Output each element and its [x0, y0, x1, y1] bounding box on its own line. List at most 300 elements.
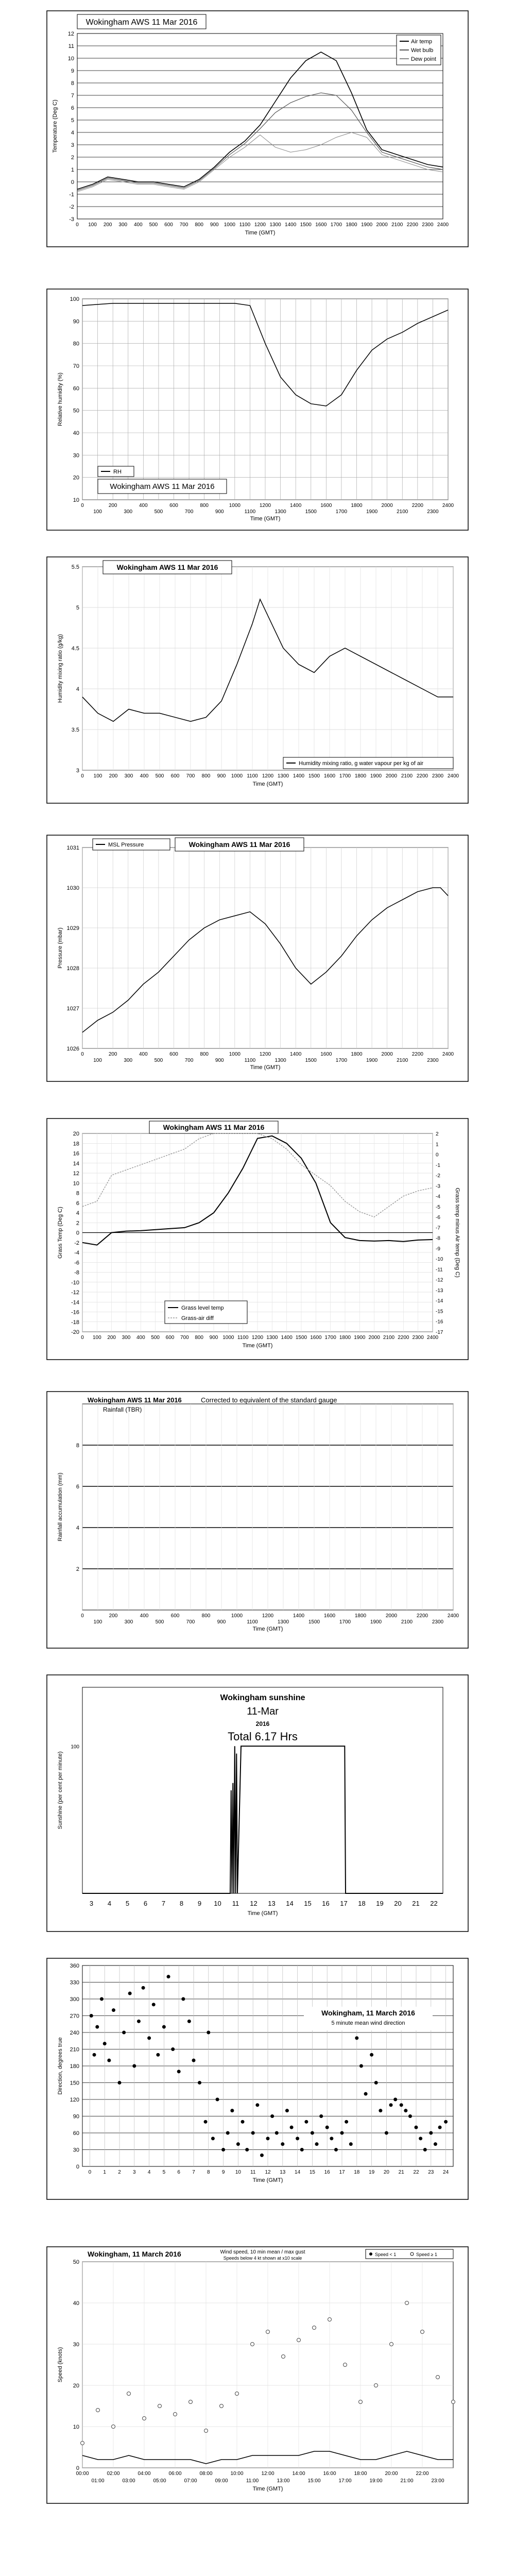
x-tick-label-major: 12:00	[261, 2471, 274, 2477]
x-tick-label: 1000	[231, 1613, 243, 1619]
x-tick-label: 1500	[295, 1335, 307, 1341]
gust-point	[282, 2355, 285, 2359]
x-tick-label: 2300	[427, 1058, 439, 1063]
gust-point	[405, 2301, 409, 2305]
x-tick-label: 1500	[305, 509, 317, 515]
y-right-tick-label: -2	[436, 1173, 440, 1179]
x-tick-label: 23:00	[431, 2478, 444, 2484]
direction-point	[393, 2098, 397, 2102]
x-axis-label: Time (GMT)	[247, 1910, 278, 1917]
y-tick-label: 90	[73, 2113, 79, 2120]
x-tick-label: 1600	[310, 1335, 322, 1341]
x-tick-label: 200	[109, 1613, 118, 1619]
x-tick-label: 1200	[259, 503, 271, 509]
chart-title: Wokingham sunshine	[220, 1693, 305, 1702]
y-tick-label: 50	[73, 2259, 79, 2265]
x-tick-label: 600	[164, 222, 173, 228]
x-tick-label: 800	[201, 773, 211, 779]
x-tick-label: 400	[133, 222, 143, 228]
x-tick-label: 400	[136, 1335, 145, 1341]
direction-point	[162, 2025, 166, 2029]
x-tick-label: 900	[217, 773, 226, 779]
y-axis-label: Speed (knots)	[57, 2347, 63, 2383]
direction-point	[255, 2103, 259, 2107]
chart-temperature	[46, 10, 469, 247]
x-tick-label: 2000	[381, 503, 393, 509]
x-tick-label: 7	[161, 1900, 166, 1907]
y-right-tick-label: -8	[436, 1235, 440, 1242]
x-tick-label: 1000	[229, 1052, 241, 1057]
gust-point	[421, 2330, 424, 2334]
direction-point	[221, 2148, 225, 2151]
direction-point	[236, 2142, 240, 2146]
x-tick-label: 900	[217, 1619, 226, 1625]
x-tick-label: 100	[93, 509, 102, 515]
x-tick-label: 100	[93, 1619, 102, 1625]
y-tick-label: -2	[74, 1240, 79, 1246]
direction-point	[198, 2081, 201, 2084]
y-tick-label: 2	[76, 1220, 79, 1227]
x-tick-label: 1700	[335, 509, 348, 515]
x-tick-label: 5	[125, 1900, 130, 1907]
y-tick-label: 90	[73, 318, 79, 325]
y-tick-label: -4	[74, 1250, 79, 1256]
x-tick-label: 400	[140, 773, 149, 779]
direction-point	[319, 2114, 323, 2118]
direction-point	[100, 1997, 104, 2001]
x-tick-label: 1100	[247, 1619, 258, 1625]
x-tick-label: 800	[195, 222, 204, 228]
x-tick-label: 0	[81, 773, 84, 779]
gust-point	[390, 2343, 393, 2346]
x-tick-label: 15	[304, 1900, 312, 1907]
chart-title: Wokingham AWS 11 Mar 2016	[85, 18, 198, 27]
x-tick-label: 1400	[293, 773, 305, 779]
x-tick-label: 2000	[376, 222, 388, 228]
y-right-tick-label: -10	[436, 1257, 443, 1263]
direction-point	[330, 2137, 333, 2140]
direction-point	[142, 1986, 145, 1990]
y-tick-label: 3.5	[71, 727, 79, 733]
x-tick-label: 500	[155, 1619, 164, 1625]
x-tick-label: 15	[309, 2170, 315, 2175]
x-tick-label: 1200	[262, 773, 274, 779]
direction-point	[260, 2154, 264, 2157]
direction-point	[211, 2137, 215, 2140]
y-tick-label: 4	[76, 1210, 79, 1216]
y-right-tick-label: -4	[436, 1194, 440, 1200]
y-tick-label: 70	[73, 363, 79, 369]
y-right-tick-label: -15	[436, 1309, 443, 1315]
direction-point	[118, 2081, 122, 2084]
x-tick-label: 1300	[274, 509, 286, 515]
direction-point	[128, 1992, 132, 1995]
y-tick-label: 5.5	[71, 564, 79, 570]
x-tick-label: 1100	[247, 773, 258, 779]
y-tick-label: -6	[74, 1260, 79, 1266]
panel-wind-direction	[46, 1958, 469, 2200]
y-tick-label: -16	[71, 1309, 79, 1316]
x-tick-label: 4	[107, 1900, 112, 1907]
x-tick-label: 300	[124, 1058, 133, 1063]
x-tick-label: 1600	[323, 773, 336, 779]
x-tick-label: 1700	[339, 1619, 351, 1625]
y-tick-label: 30	[73, 2147, 79, 2154]
x-tick-label: 2400	[442, 503, 454, 509]
y-tick-label: 1028	[66, 965, 79, 972]
x-tick-label: 700	[184, 1058, 194, 1063]
direction-point	[93, 2053, 96, 2057]
gust-point	[297, 2338, 301, 2342]
x-tick-label: 2100	[397, 1058, 408, 1063]
y-tick-label: 11	[68, 43, 74, 49]
x-tick-label: 13	[280, 2170, 286, 2175]
y-right-axis-label: Grass temp minus Air temp (Deg C)	[454, 1188, 460, 1278]
x-tick-label: 500	[151, 1335, 160, 1341]
x-tick-label: 14	[286, 1900, 294, 1907]
x-tick-label: 300	[122, 1335, 131, 1341]
x-tick-label: 1800	[354, 1613, 367, 1619]
x-tick-label: 17:00	[338, 2478, 352, 2484]
direction-point	[385, 2131, 388, 2135]
x-tick-label: 21	[398, 2170, 404, 2175]
x-tick-label: 07:00	[184, 2478, 197, 2484]
direction-point	[438, 2126, 442, 2129]
y-tick-label: 20	[73, 1131, 79, 1137]
y-right-tick-label: -13	[436, 1287, 443, 1294]
y-tick-label: 14	[73, 1160, 79, 1167]
y-tick-label: 4	[71, 130, 74, 136]
y-tick-label: 180	[70, 2063, 79, 2070]
direction-point	[177, 2070, 181, 2073]
direction-point	[364, 2092, 368, 2096]
x-tick-label: 01:00	[91, 2478, 105, 2484]
y-tick-label: 100	[70, 296, 79, 302]
x-tick-label: 1400	[293, 1613, 305, 1619]
chart-year: 2016	[255, 1720, 270, 1727]
x-tick-label: 2100	[383, 1335, 395, 1341]
y-axis-label: Rainfall accumulation (mm)	[57, 1472, 63, 1541]
direction-point	[207, 2031, 210, 2035]
direction-point	[355, 2036, 358, 2040]
x-tick-label: 2400	[447, 1613, 459, 1619]
x-tick-label: 2300	[432, 1619, 444, 1625]
x-tick-label: 1900	[360, 222, 373, 228]
y-tick-label: 60	[73, 2130, 79, 2137]
chart-subtitle: Wind speed, 10 min mean / max gust	[220, 2249, 305, 2255]
y-tick-label: 40	[73, 430, 79, 436]
x-tick-label: 800	[200, 1052, 209, 1057]
x-tick-label: 1800	[346, 222, 357, 228]
x-tick-label: 1100	[244, 509, 256, 515]
x-tick-label: 22	[430, 1900, 438, 1907]
x-tick-label: 100	[92, 1335, 101, 1341]
direction-point	[429, 2131, 433, 2135]
x-tick-label: 900	[215, 1058, 224, 1063]
x-tick-label: 700	[180, 1335, 189, 1341]
x-tick-label: 23	[428, 2170, 434, 2175]
y-tick-label: 6	[76, 1200, 79, 1207]
x-tick-label: 1000	[231, 773, 243, 779]
x-tick-label: 1300	[269, 222, 281, 228]
y-axis-label: Direction, degrees true	[57, 2037, 63, 2095]
direction-point	[107, 2059, 111, 2062]
y-tick-label: 0	[71, 179, 74, 185]
direction-point	[167, 1975, 170, 1978]
gust-point	[374, 2384, 378, 2387]
direction-point	[245, 2148, 249, 2151]
x-tick-label: 1500	[305, 1058, 317, 1063]
x-tick-label: 2000	[368, 1335, 380, 1341]
y-tick-label: 150	[70, 2080, 79, 2087]
gust-point	[220, 2404, 224, 2408]
direction-point	[226, 2131, 230, 2135]
x-tick-label: 1500	[308, 773, 320, 779]
x-tick-label: 1300	[266, 1335, 278, 1341]
x-tick-label: 800	[195, 1335, 204, 1341]
x-tick-label: 500	[155, 773, 164, 779]
direction-point	[122, 2031, 126, 2035]
chart-title: Wokingham, 11 March 2016	[88, 2250, 181, 2258]
gust-point	[344, 2363, 347, 2367]
x-tick-label: 1900	[366, 509, 378, 515]
panel-temperature	[46, 10, 469, 247]
chart-sunshine	[46, 1674, 469, 1932]
gust-point	[174, 2413, 177, 2416]
x-tick-label: 1700	[324, 1335, 336, 1341]
x-tick-label: 2	[118, 2170, 121, 2175]
x-tick-label: 11:00	[246, 2478, 259, 2484]
y-tick-label: 8	[76, 1190, 79, 1197]
x-tick-label: 09:00	[215, 2478, 228, 2484]
direction-point	[152, 2003, 156, 2006]
x-tick-label: 1000	[224, 222, 235, 228]
y-axis-label: Sunshine (per cent per minute)	[57, 1751, 63, 1829]
x-tick-label: 13	[268, 1900, 276, 1907]
direction-point	[311, 2131, 314, 2135]
direction-point	[296, 2137, 299, 2140]
y-tick-label: 50	[73, 408, 79, 414]
y-tick-label: 4	[76, 1525, 79, 1531]
x-axis-label: Time (GMT)	[250, 516, 281, 522]
y-tick-label: -12	[71, 1290, 79, 1296]
y-tick-label: 9	[71, 68, 74, 74]
x-tick-label: 1100	[239, 222, 251, 228]
y-tick-label: 1030	[66, 885, 79, 891]
x-tick-label: 2200	[406, 222, 418, 228]
x-tick-label: 17	[340, 1900, 348, 1907]
y-right-tick-label: -12	[436, 1277, 443, 1283]
y-axis-label: Temperature (Deg C)	[52, 99, 58, 153]
direction-point	[379, 2109, 382, 2112]
x-tick-label: 14	[295, 2170, 301, 2175]
gust-point	[204, 2429, 208, 2433]
x-tick-label: 100	[93, 1058, 102, 1063]
direction-point	[300, 2148, 304, 2151]
x-tick-label: 0	[81, 503, 84, 509]
x-tick-label: 2100	[397, 509, 408, 515]
direction-point	[415, 2126, 418, 2129]
y-tick-label: -20	[71, 1329, 79, 1335]
x-tick-label: 1200	[251, 1335, 264, 1341]
x-tick-label: 300	[124, 1619, 133, 1625]
x-tick-label: 2000	[385, 1613, 398, 1619]
x-tick-label-major: 02:00	[107, 2471, 120, 2477]
x-tick-label: 1000	[222, 1335, 234, 1341]
gust-point	[359, 2400, 363, 2404]
y-tick-label: -18	[71, 1319, 79, 1326]
x-tick-label: 1600	[320, 503, 332, 509]
direction-point	[156, 2053, 160, 2057]
x-tick-label: 1800	[339, 1335, 351, 1341]
x-tick-label: 600	[165, 1335, 175, 1341]
chart-note: Speeds below 4 kt shown at x10 scale	[223, 2256, 302, 2261]
y-tick-label: -3	[69, 216, 74, 223]
y-axis-label: Pressure (mbar)	[57, 927, 63, 969]
x-tick-label: 900	[210, 222, 219, 228]
x-tick-label: 2100	[391, 222, 403, 228]
x-tick-label: 10	[214, 1900, 221, 1907]
direction-point	[266, 2137, 270, 2140]
x-tick-label: 300	[124, 773, 133, 779]
x-tick-label: 1200	[254, 222, 266, 228]
y-tick-label: 3	[71, 142, 74, 148]
legend-label: Grass level temp	[181, 1305, 224, 1311]
x-tick-label: 21:00	[400, 2478, 414, 2484]
y-tick-label: 120	[70, 2097, 79, 2103]
x-tick-label: 6	[143, 1900, 148, 1907]
x-tick-label: 6	[177, 2170, 180, 2175]
direction-point	[90, 2014, 93, 2018]
direction-point	[275, 2131, 279, 2135]
direction-point	[285, 2109, 289, 2112]
y-right-tick-label: -11	[436, 1267, 443, 1273]
chart-pressure	[46, 835, 469, 1082]
y-tick-label: 20	[73, 474, 79, 481]
x-tick-label: 0	[81, 1613, 84, 1619]
y-axis-label: Grass Temp (Deg C)	[57, 1207, 63, 1259]
y-tick-label: 30	[73, 452, 79, 459]
y-right-tick-label: -17	[436, 1330, 443, 1335]
direction-point	[270, 2114, 274, 2118]
chart-wind-speed	[46, 2246, 469, 2504]
chart-grass-temp	[46, 1118, 469, 1360]
legend-label: Humidity mixing ratio, g water vapour per kg of air	[299, 760, 424, 767]
legend-swatch	[369, 2252, 372, 2256]
x-tick-label: 9	[221, 2170, 225, 2175]
x-tick-label-major: 18:00	[354, 2471, 367, 2477]
x-tick-label: 16	[322, 1900, 330, 1907]
x-tick-label: 600	[169, 1052, 178, 1057]
chart-total: Total 6.17 Hrs	[228, 1730, 298, 1743]
y-right-tick-label: -7	[436, 1225, 440, 1231]
x-tick-label: 0	[88, 2170, 92, 2175]
direction-point	[334, 2148, 338, 2151]
chart-relative-humidity	[46, 289, 469, 531]
y-tick-label: 360	[70, 1963, 79, 1969]
y-right-tick-label: 0	[436, 1152, 439, 1158]
chart-date: 11-Mar	[247, 1706, 279, 1717]
x-tick-label: 1700	[330, 222, 342, 228]
x-tick-label-major: 10:00	[230, 2471, 244, 2477]
y-right-tick-label: -16	[436, 1319, 443, 1325]
x-axis-label: Time (GMT)	[252, 2486, 283, 2492]
legend-swatch	[410, 2252, 414, 2256]
y-tick-label: 0	[76, 1230, 79, 1236]
direction-point	[230, 2109, 234, 2112]
panel-frame	[47, 1392, 468, 1648]
direction-point	[241, 2120, 245, 2124]
x-tick-label: 15:00	[307, 2478, 321, 2484]
x-tick-label: 2400	[447, 773, 459, 779]
x-tick-label: 1800	[354, 773, 367, 779]
chart-title: Wokingham AWS 11 Mar 2016	[188, 840, 290, 849]
y-tick-label: 2	[76, 1566, 79, 1572]
direction-point	[434, 2142, 437, 2146]
panel-frame	[47, 835, 468, 1081]
panel-frame	[47, 2247, 468, 2503]
x-tick-label: 1600	[320, 1052, 332, 1057]
y-tick-label: 80	[73, 341, 79, 347]
x-tick-label: 1900	[370, 1619, 382, 1625]
y-right-tick-label: 2	[436, 1131, 439, 1137]
direction-point	[181, 1997, 185, 2001]
x-tick-label: 100	[88, 222, 97, 228]
y-tick-label: 12	[73, 1171, 79, 1177]
gust-point	[436, 2376, 440, 2379]
x-tick-label: 100	[93, 773, 102, 779]
x-tick-label: 05:00	[153, 2478, 166, 2484]
direction-point	[325, 2126, 329, 2129]
x-tick-label: 800	[201, 1613, 211, 1619]
x-tick-label: 24	[443, 2170, 449, 2175]
x-tick-label: 600	[169, 503, 178, 509]
x-tick-label: 1700	[339, 773, 351, 779]
x-tick-label: 2300	[422, 222, 434, 228]
y-tick-label: -14	[71, 1299, 79, 1306]
x-tick-label: 0	[81, 1335, 84, 1341]
x-tick-label: 2400	[426, 1335, 439, 1341]
x-tick-label: 900	[209, 1335, 218, 1341]
x-tick-label: 1300	[274, 1058, 286, 1063]
x-tick-label: 2400	[437, 222, 449, 228]
legend-label: Speed ≥ 1	[416, 2252, 437, 2257]
x-tick-label-major: 08:00	[199, 2471, 213, 2477]
gust-point	[235, 2392, 239, 2396]
y-axis-label: Relative humidity (%)	[57, 372, 63, 426]
direction-point	[423, 2148, 427, 2151]
direction-point	[281, 2142, 284, 2146]
x-tick-label: 500	[149, 222, 158, 228]
x-tick-label: 2200	[411, 503, 423, 509]
x-tick-label: 1300	[277, 1619, 289, 1625]
gust-point	[127, 2392, 131, 2396]
direction-point	[103, 2042, 107, 2045]
x-tick-label: 5	[162, 2170, 166, 2175]
y-tick-label: 300	[70, 1996, 79, 2003]
x-tick-label: 200	[108, 1052, 117, 1057]
x-tick-label: 17	[339, 2170, 345, 2175]
x-tick-label: 2200	[398, 1335, 409, 1341]
chart-title: Wokingham AWS 11 Mar 2016	[110, 482, 215, 491]
x-tick-label: 2100	[401, 773, 413, 779]
direction-point	[171, 2047, 175, 2051]
y-tick-label: -8	[74, 1269, 79, 1276]
x-tick-label: 1100	[237, 1335, 249, 1341]
gust-point	[313, 2326, 316, 2330]
gust-point	[143, 2417, 146, 2420]
x-tick-label: 2300	[427, 509, 439, 515]
